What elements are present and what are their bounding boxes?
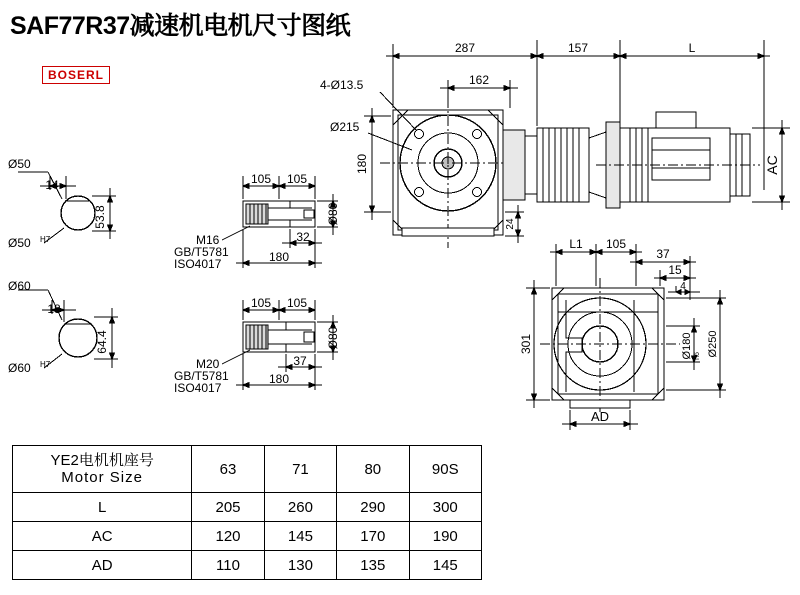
table-row-label-L: L bbox=[13, 493, 192, 522]
dim-157: 157 bbox=[567, 41, 589, 55]
dim-d50h7-sup: H7 bbox=[40, 235, 51, 244]
brand-logo: BOSERL bbox=[42, 66, 110, 84]
dim-L1: L1 bbox=[569, 237, 583, 251]
table-cell-AD-63: 110 bbox=[192, 551, 264, 580]
motor-size-table bbox=[12, 445, 482, 580]
dim-key1-105b: 105 bbox=[286, 172, 308, 186]
dim-18: 18 bbox=[47, 302, 61, 316]
dim-d250: Ø250 bbox=[707, 330, 719, 358]
page-title: SAF77R37减速机电机尺寸图纸 bbox=[10, 12, 351, 40]
shaft-section-60 bbox=[18, 290, 118, 368]
dim-AD: AD bbox=[590, 409, 610, 424]
dim-key1-105a: 105 bbox=[250, 172, 272, 186]
dim-key2-180: 180 bbox=[268, 372, 290, 386]
dim-24: 24 bbox=[505, 218, 516, 230]
dim-14: 14 bbox=[45, 178, 59, 192]
table-header-label-en: Motor Size bbox=[61, 469, 143, 486]
table-row bbox=[13, 493, 482, 522]
table-header-label-cn: YE2电机机座号 bbox=[50, 451, 154, 469]
dim-15: 15 bbox=[668, 263, 682, 277]
dim-key1-d80: Ø80 bbox=[326, 202, 340, 226]
table-cell-L-90S: 300 bbox=[409, 493, 481, 522]
dim-d50: Ø50 bbox=[8, 157, 31, 171]
table-header-size-3: 90S bbox=[409, 446, 481, 493]
table-cell-L-63: 205 bbox=[192, 493, 264, 522]
dim-64-4: 64.4 bbox=[95, 330, 109, 354]
dim-key2-105a: 105 bbox=[250, 296, 272, 310]
dim-4: 4 bbox=[680, 281, 686, 292]
dim-holes: 4-Ø13.5 bbox=[320, 78, 364, 92]
table-header-size-1: 71 bbox=[264, 446, 336, 493]
dim-key2-37: 37 bbox=[293, 354, 307, 368]
table-cell-AC-71: 145 bbox=[264, 522, 336, 551]
label-m16: M16 bbox=[196, 233, 220, 247]
gearbox-front-view bbox=[364, 40, 790, 248]
table-cell-L-71: 260 bbox=[264, 493, 336, 522]
dim-d60h7: Ø60 bbox=[8, 361, 31, 375]
table-header-label bbox=[13, 446, 192, 493]
dim-287: 287 bbox=[454, 41, 476, 55]
label-iso-2: ISO4017 bbox=[174, 381, 222, 395]
label-gb-1: GB/T5781 bbox=[174, 245, 229, 259]
table-row-label-AD: AD bbox=[13, 551, 192, 580]
dim-key2-105b: 105 bbox=[286, 296, 308, 310]
dim-key1-180: 180 bbox=[268, 250, 290, 264]
dim-d50h7: Ø50 bbox=[8, 236, 31, 250]
dim-key2-d80: Ø80 bbox=[326, 326, 340, 350]
table-row bbox=[13, 551, 482, 580]
table-header-size-2: 80 bbox=[337, 446, 409, 493]
table-cell-L-80: 290 bbox=[337, 493, 409, 522]
dim-d180: Ø180 bbox=[681, 332, 693, 360]
dim-180: 180 bbox=[355, 153, 369, 175]
table-row-label-AC: AC bbox=[13, 522, 192, 551]
table-cell-AD-90S: 145 bbox=[409, 551, 481, 580]
dim-AC: AC bbox=[764, 155, 780, 175]
dim-d180-sup: h6 bbox=[694, 352, 701, 360]
table-cell-AD-80: 135 bbox=[337, 551, 409, 580]
table-cell-AC-63: 120 bbox=[192, 522, 264, 551]
table-row bbox=[13, 522, 482, 551]
table-cell-AC-80: 170 bbox=[337, 522, 409, 551]
label-gb-2: GB/T5781 bbox=[174, 369, 229, 383]
table-cell-AD-71: 130 bbox=[264, 551, 336, 580]
dim-53-8: 53.8 bbox=[93, 205, 107, 229]
dim-L: L bbox=[688, 41, 696, 55]
table-cell-AC-90S: 190 bbox=[409, 522, 481, 551]
label-iso-1: ISO4017 bbox=[174, 257, 222, 271]
label-m20: M20 bbox=[196, 357, 220, 371]
dim-301: 301 bbox=[519, 333, 533, 355]
dim-d60h7-sup: H7 bbox=[40, 360, 51, 369]
dim-key1-32: 32 bbox=[296, 230, 310, 244]
dim-37: 37 bbox=[656, 247, 670, 261]
dim-162: 162 bbox=[468, 73, 490, 87]
dim-105: 105 bbox=[605, 237, 627, 251]
gearbox-side-view bbox=[526, 244, 726, 430]
dim-d60: Ø60 bbox=[8, 279, 31, 293]
table-row bbox=[13, 446, 482, 493]
table-header-size-0: 63 bbox=[192, 446, 264, 493]
dim-d215: Ø215 bbox=[330, 120, 360, 134]
